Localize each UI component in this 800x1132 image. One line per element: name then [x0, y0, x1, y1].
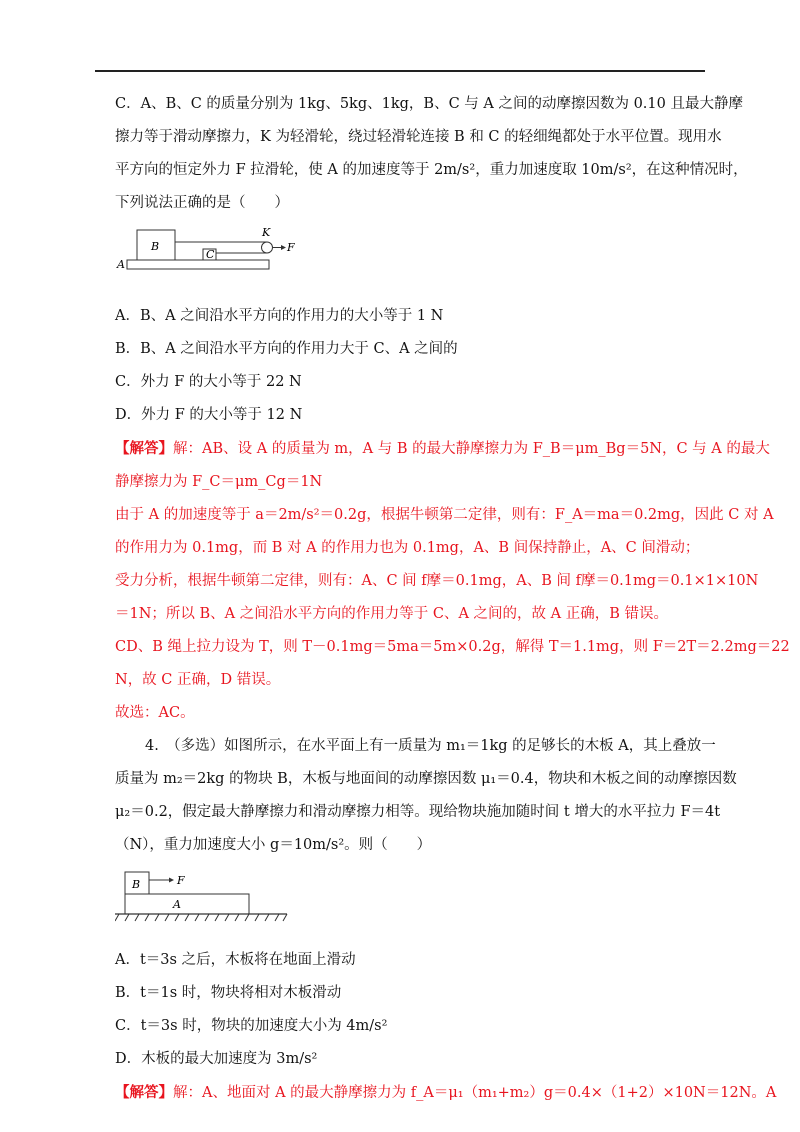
q3-option-a: A．B、A 之间沿水平方向的作用力的大小等于 1 N	[115, 308, 444, 324]
q4-label-f: F	[177, 874, 185, 887]
q4-figure	[115, 866, 715, 936]
q3-stem-line-2: 擦力等于滑动摩擦力，K 为轻滑轮，绕过轻滑轮连接 B 和 C 的轻细绳都处于水平位置。现用水	[115, 129, 722, 145]
q3-answer-line-5: 受力分析，根据牛顿第二定律，则有：A、C 间 f摩＝0.1mg，A、B 间 f摩＝0.1mg＝0.1×1×10N	[115, 573, 759, 589]
q3-label-f: F	[287, 241, 295, 254]
q4-stem-line-4: （N），重力加速度大小 g＝10m/s²。则（ ）	[115, 837, 432, 853]
q3-option-d: D．外力 F 的大小等于 12 N	[115, 407, 303, 423]
q3-answer-line-9: 故选：AC。	[115, 705, 195, 721]
q3-answer-line-7: CD、B 绳上拉力设为 T，则 T－0.1mg＝5ma＝5m×0.2g，解得 T＝1.1mg，则 F＝2T＝2.2mg＝22	[115, 639, 790, 655]
q3-label-b: B	[151, 240, 160, 253]
q4-figure-drawing	[115, 866, 295, 936]
q3-figure	[115, 220, 715, 276]
q3-stem-line-3: 平方向的恒定外力 F 拉滑轮，使 A 的加速度等于 2m/s²，重力加速度取 10m/s²，在这种情况时，	[115, 162, 748, 178]
q3-answer-line-8: N，故 C 正确，D 错误。	[115, 672, 281, 688]
q4-option-b: B．t＝1s 时，物块将相对木板滑动	[115, 985, 342, 1001]
q3-figure-drawing	[115, 220, 295, 276]
q3-answer-line-4: 的作用力为 0.1mg，而 B 对 A 的作用力也为 0.1mg，A、B 间保持静止，A、C 间滑动；	[115, 540, 700, 556]
q4-stem-line-3: μ₂＝0.2，假定最大静摩擦力和滑动摩擦力相等。现给物块施加随时间 t 增大的水平拉力 F＝4t	[115, 804, 721, 820]
q3-label-c: C	[206, 248, 215, 261]
q4-answer-text-1: 解：A、地面对 A 的最大静摩擦力为 f_A＝μ₁（m₁+m₂）g＝0.4×（1+2）×10N＝12N。A	[173, 1085, 777, 1101]
header-rule	[95, 70, 705, 72]
q4-label-b: B	[132, 878, 141, 891]
q4-answer-tag: 【解答】	[115, 1084, 173, 1101]
q4-option-a: A．t＝3s 之后，木板将在地面上滑动	[115, 952, 356, 968]
q3-answer-line-1	[115, 432, 770, 466]
q4-label-a: A	[173, 898, 181, 911]
q4-option-d: D．木板的最大加速度为 3m/s²	[115, 1051, 318, 1067]
q3-option-c: C．外力 F 的大小等于 22 N	[115, 374, 302, 390]
q3-option-b: B．B、A 之间沿水平方向的作用力大于 C、A 之间的	[115, 341, 458, 357]
q4-stem-line-1: 4. （多选）如图所示，在水平面上有一质量为 m₁＝1kg 的足够长的木板 A，其上叠放一	[145, 738, 716, 754]
q3-answer-line-3: 由于 A 的加速度等于 a＝2m/s²＝0.2g，根据牛顿第二定律，则有：F_A＝ma＝0.2mg，因此 C 对 A	[115, 507, 774, 523]
q3-answer-text-1: 解：AB、设 A 的质量为 m，A 与 B 的最大静摩擦力为 F_B＝μm_Bg＝5N，C 与 A 的最大	[173, 441, 770, 457]
q3-answer-line-6: ＝1N；所以 B、A 之间沿水平方向的作用力等于 C、A 之间的，故 A 正确，B 错误。	[115, 606, 668, 622]
q3-answer-tag: 【解答】	[115, 440, 173, 457]
page-content	[115, 88, 790, 1110]
q4-answer-line-1	[115, 1076, 777, 1110]
q3-label-k: K	[262, 226, 271, 239]
q3-label-a: A	[117, 258, 125, 271]
q4-option-c: C．t＝3s 时，物块的加速度大小为 4m/s²	[115, 1018, 388, 1034]
q3-stem-line-4: 下列说法正确的是（ ）	[115, 195, 289, 211]
q3-stem-line-1: C．A、B、C 的质量分别为 1kg、5kg、1kg，B、C 与 A 之间的动摩擦因数为 0.10 且最大静摩	[115, 96, 743, 112]
q3-answer-line-2: 静摩擦力为 F_C＝μm_Cg＝1N	[115, 474, 323, 490]
q4-stem-line-2: 质量为 m₂＝2kg 的物块 B，木板与地面间的动摩擦因数 μ₁＝0.4，物块和木板之间的动摩擦因数	[115, 771, 737, 787]
